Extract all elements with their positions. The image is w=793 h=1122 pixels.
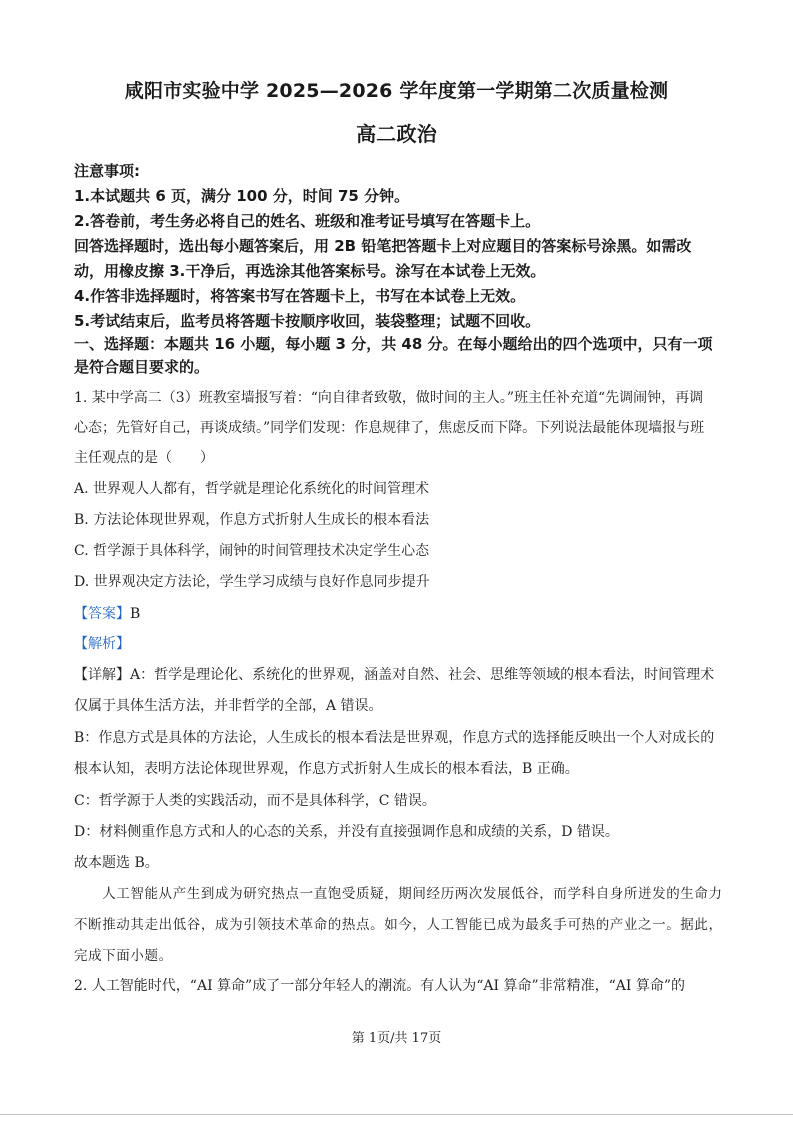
question-1-stem: 1. 某中学高二（3）班教室墙报写着：“向自律者致敬，做时间的主人。”班主任补充道“先调闹钟，再调 [74, 390, 704, 406]
detail-tag: 【详解】 [74, 667, 130, 683]
page-number: 第 1页/共 17页 [351, 1031, 442, 1046]
notice-item: 回答选择题时，选出每小题答案后，用 2B 铅笔把答题卡上对应题目的答案标号涂黑。如需改 [74, 237, 692, 255]
notice-item: 1.本试题共 6 页，满分 100 分，时间 75 分钟。 [74, 187, 410, 205]
notice-item: 5.考试结束后，监考员将答题卡按顺序收回，装袋整理；试题不回收。 [74, 312, 541, 330]
question-1-stem: 心态；先管好自己，再谈成绩。”同学们发现：作息规律了，焦虑反而下降。下列说法最能体现墙报与班 [74, 420, 705, 436]
detail-line: 根本认知，表明方法论体现世界观，作息方式折射人生成长的根本看法，B 正确。 [74, 761, 579, 777]
option-d: D. 世界观决定方法论，学生学习成绩与良好作息同步提升 [74, 574, 430, 590]
section-heading: 一、选择题：本题共 16 小题，每小题 3 分，共 48 分。在每小题给出的四个选项中，只有一项 [74, 335, 713, 353]
passage-line: 不断推动其走出低谷，成为引领技术革命的热点。如今，人工智能已成为最炙手可热的产业之一。据此， [74, 917, 723, 933]
notice-heading: 注意事项: [74, 162, 140, 180]
notice-item: 动，用橡皮擦 3.干净后，再选涂其他答案标号。涂写在本试卷上无效。 [74, 262, 546, 280]
answer-row [74, 603, 140, 623]
detail-line: D：材料侧重作息方式和人的心态的关系，并没有直接强调作息和成绩的关系，D 错误。 [74, 824, 619, 840]
option-b: B. 方法论体现世界观，作息方式折射人生成长的根本看法 [74, 512, 430, 528]
option-c: C. 哲学源于具体科学，闹钟的时间管理技术决定学生心态 [74, 543, 430, 559]
notice-item: 4.作答非选择题时，将答案书写在答题卡上，书写在本试卷上无效。 [74, 287, 526, 305]
section-heading-cont: 是符合题目要求的。 [74, 358, 210, 376]
passage-line: 人工智能从产生到成为研究热点一直饱受质疑，期间经历两次发展低谷，而学科自身所迸发的生命力 [74, 886, 723, 902]
exam-subject: 高二政治 [356, 122, 437, 146]
question-2-stem: 2. 人工智能时代，“AI 算命”成了一部分年轻人的潮流。有人认为“AI 算命”非常精准，“AI 算命”的 [74, 978, 686, 994]
exam-title: 咸阳市实验中学 2025—2026 学年度第一学期第二次质量检测 [124, 80, 669, 102]
detail-line: 仅属于具体生活方法，并非哲学的全部，A 错误。 [74, 698, 383, 714]
option-a: A. 世界观人人都有，哲学就是理论化系统化的时间管理术 [74, 481, 430, 497]
analysis-tag: 【解析】 [74, 636, 130, 652]
detail-text: A：哲学是理论化、系统化的世界观，涵盖对自然、社会、思维等领域的根本看法，时间管理术 [130, 667, 715, 683]
detail-line: B：作息方式是具体的方法论，人生成长的根本看法是世界观，作息方式的选择能反映出一个人对成长的 [74, 730, 715, 746]
detail-line [74, 664, 734, 684]
bottom-divider [0, 1114, 793, 1115]
answer-tag: 【答案】 [74, 606, 130, 622]
detail-line: C：哲学源于人类的实践活动，而不是具体科学，C 错误。 [74, 793, 436, 809]
notice-item: 2.答卷前，考生务必将自己的姓名、班级和准考证号填写在答题卡上。 [74, 212, 541, 230]
question-1-stem: 主任观点的是（ ） [74, 450, 214, 466]
detail-conclusion: 故本题选 B。 [74, 855, 159, 871]
answer-value: B [130, 606, 141, 622]
passage-line: 完成下面小题。 [74, 948, 173, 964]
